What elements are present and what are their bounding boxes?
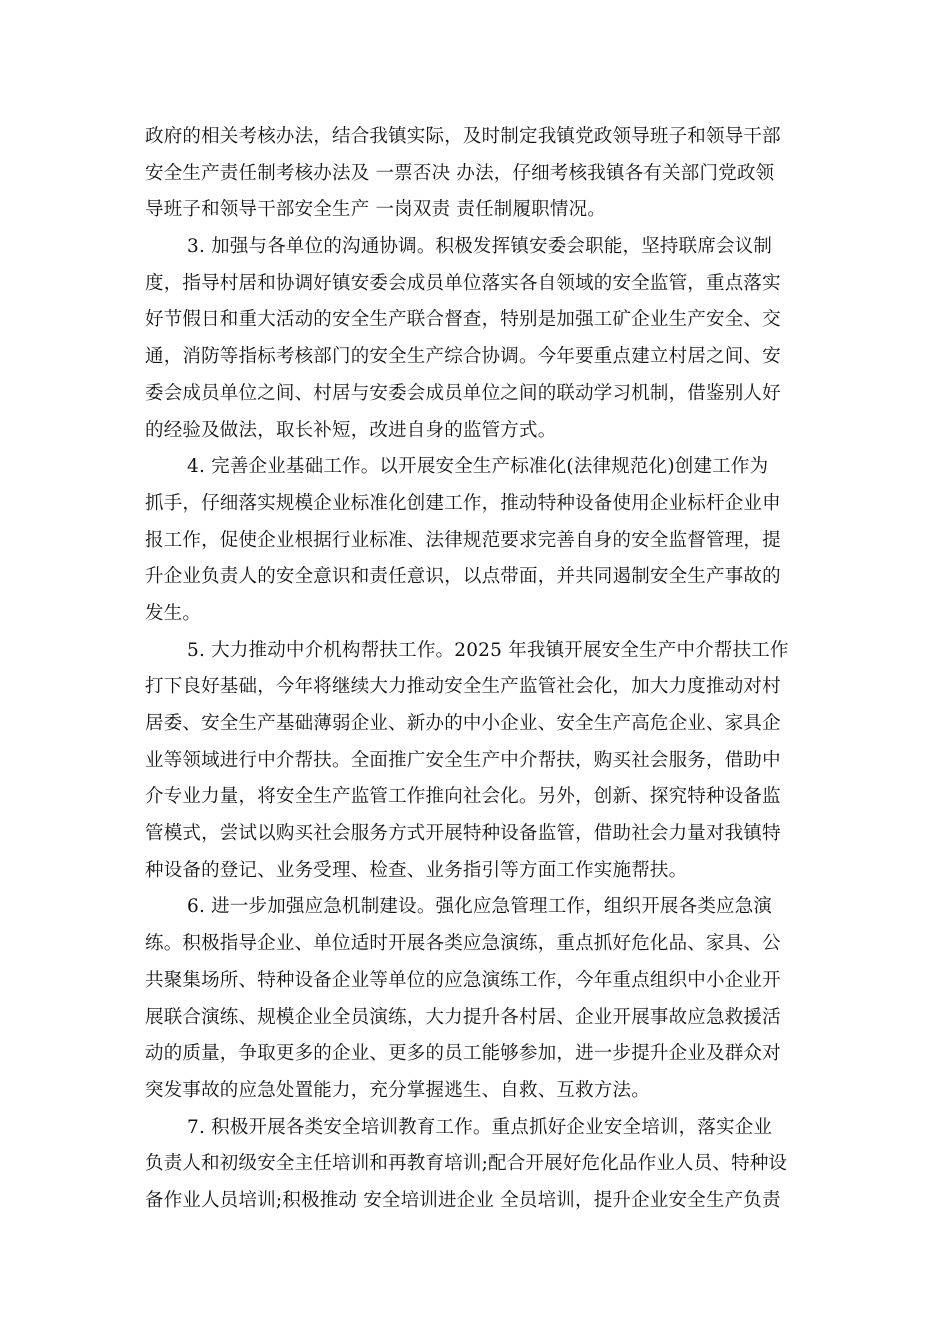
text-line: 安全生产责任制考核办法及 一票否决 办法，仔细考核我镇各有关部门党政领 <box>145 162 775 184</box>
text-line: 居委、安全生产基础薄弱企业、新办的中小企业、安全生产高危企业、家具企 <box>145 713 781 734</box>
text-line: 委会成员单位之间、村居与安委会成员单位之间的联动学习机制，借鉴别人好 <box>145 382 781 404</box>
text-line: 通，消防等指标考核部门的安全生产综合协调。今年要重点建立村居之间、安 <box>145 346 781 368</box>
text-line: 政府的相关考核办法，结合我镇实际，及时制定我镇党政领导班子和领导干部 <box>145 126 781 147</box>
text-line: 度，指导村居和协调好镇安委会成员单位落实各自领域的安全监管，重点落实 <box>145 272 781 294</box>
text-line: 好节假日和重大活动的安全生产联合督查，特别是加强工矿企业生产安全、交 <box>145 309 781 331</box>
text-line: 负责人和初级安全主任培训和再教育培训;配合开展好危化品作业人员、特种设 <box>145 1153 788 1175</box>
text-line: 报工作，促使企业根据行业标准、法律规范要求完善自身的安全监督管理，提 <box>145 529 781 551</box>
text-line: 管模式，尝试以购买社会服务方式开展特种设备监管，借助社会力量对我镇特 <box>145 823 781 845</box>
text-line: 导班子和领导干部安全生产 一岗双责 责任制履职情况。 <box>145 199 606 221</box>
text-line: 练。积极指导企业、单位适时开展各类应急演练，重点抓好危化品、家具、公 <box>145 933 781 955</box>
text-line: 共聚集场所、特种设备企业等单位的应急演练工作，今年重点组织中小企业开 <box>145 969 781 991</box>
text-line: 动的质量，争取更多的企业、更多的员工能够参加，进一步提升企业及群众对 <box>145 1043 781 1065</box>
text-line: 的经验及做法，取长补短，改进自身的监管方式。 <box>145 419 557 441</box>
text-line: 业等领域进行中介帮扶。全面推广安全生产中介帮扶，购买社会服务，借助中 <box>145 749 781 771</box>
text-line: 突发事故的应急处置能力，充分掌握逃生、自救、互救方法。 <box>145 1079 650 1101</box>
body-text <box>145 119 810 1220</box>
text-line: 3. 加强与各单位的沟通协调。积极发挥镇安委会职能，坚持联席会议制 <box>187 236 773 258</box>
text-line: 4. 完善企业基础工作。以开展安全生产标准化(法律规范化)创建工作为 <box>187 456 769 478</box>
text-line: 介专业力量，将安全生产监管工作推向社会化。另外，创新、探究特种设备监 <box>145 786 781 808</box>
text-line: 6. 进一步加强应急机制建设。强化应急管理工作，组织开展各类应急演 <box>187 896 773 918</box>
text-line: 5. 大力推动中介机构帮扶工作。2025 年我镇开展安全生产中介帮扶工作 <box>187 639 789 661</box>
text-line: 抓手，仔细落实规模企业标准化创建工作，推动特种设备使用企业标杆企业申 <box>145 492 781 514</box>
text-line: 种设备的登记、业务受理、检查、业务指引等方面工作实施帮扶。 <box>145 859 688 881</box>
text-line: 打下良好基础，今年将继续大力推动安全生产监管社会化，加大力度推动对村 <box>145 676 781 698</box>
text-line: 升企业负责人的安全意识和责任意识，以点带面，并共同遏制安全生产事故的 <box>145 566 781 588</box>
text-line: 7. 积极开展各类安全培训教育工作。重点抓好企业安全培训，落实企业 <box>187 1116 773 1138</box>
text-line: 展联合演练、规模企业全员演练，大力提升各村居、企业开展事故应急救援活 <box>145 1006 781 1028</box>
text-line: 发生。 <box>145 602 202 624</box>
text-line: 备作业人员培训;积极推动 安全培训进企业 全员培训，提升企业安全生产负责 <box>145 1189 781 1211</box>
